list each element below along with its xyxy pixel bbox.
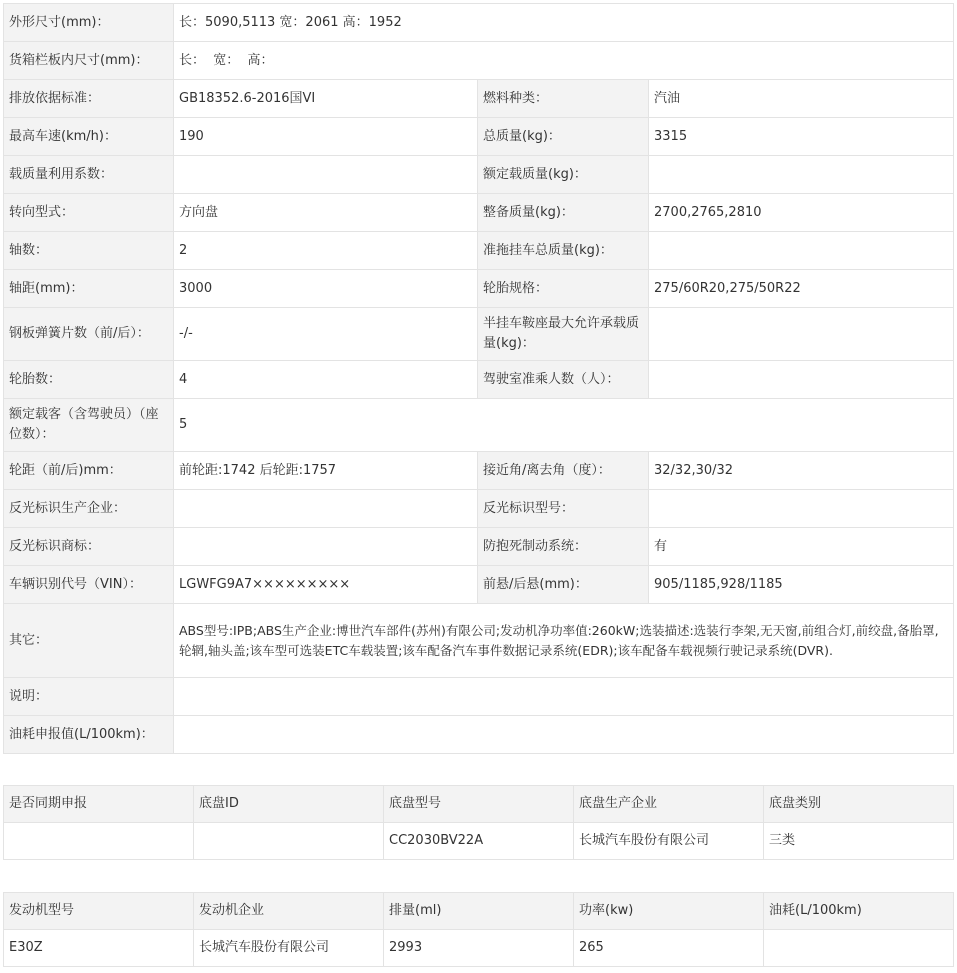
chassis-header-cell: 底盘ID <box>194 786 384 823</box>
angles-label: 接近角/离去角（度）： <box>478 452 649 490</box>
chassis-cell: 三类 <box>764 823 954 860</box>
spec-row <box>4 270 954 308</box>
engine-cell: E30Z <box>4 930 194 967</box>
chassis-header-cell: 是否同期申报 <box>4 786 194 823</box>
fuel-type-label: 燃料种类： <box>478 80 649 118</box>
emission-std-value: GB18352.6-2016国VI <box>174 80 478 118</box>
max-speed-label: 最高车速(km/h)： <box>4 118 174 156</box>
reflector-model-value <box>649 490 954 528</box>
saddle-load-value <box>649 308 954 361</box>
engine-cell: 2993 <box>384 930 574 967</box>
steering-value: 方向盘 <box>174 194 478 232</box>
spec-row-note <box>4 678 954 716</box>
max-speed-value: 190 <box>174 118 478 156</box>
reflector-maker-value <box>174 490 478 528</box>
spec-row <box>4 308 954 361</box>
fuel-consumption-label: 油耗申报值(L/100km)： <box>4 716 174 754</box>
rated-load-label: 额定载质量(kg)： <box>478 156 649 194</box>
engine-header-cell: 排量(ml) <box>384 893 574 930</box>
reflector-model-label: 反光标识型号： <box>478 490 649 528</box>
abs-value: 有 <box>649 528 954 566</box>
spec-row <box>4 80 954 118</box>
axles-value: 2 <box>174 232 478 270</box>
load-coef-value <box>174 156 478 194</box>
cab-capacity-label: 驾驶室准乘人数（人）： <box>478 361 649 399</box>
spec-row <box>4 490 954 528</box>
spec-row <box>4 156 954 194</box>
vin-value: LGWFG9A7××××××××× <box>174 566 478 604</box>
trailer-mass-value <box>649 232 954 270</box>
chassis-cell: 长城汽车股份有限公司 <box>574 823 764 860</box>
total-mass-value: 3315 <box>649 118 954 156</box>
engine-cell <box>764 930 954 967</box>
tire-count-value: 4 <box>174 361 478 399</box>
spec-row <box>4 566 954 604</box>
track-label: 轮距（前/后)mm： <box>4 452 174 490</box>
engine-header-cell: 发动机企业 <box>194 893 384 930</box>
tire-count-label: 轮胎数： <box>4 361 174 399</box>
chassis-header-row <box>4 786 954 823</box>
engine-row <box>4 930 954 967</box>
chassis-cell <box>194 823 384 860</box>
chassis-cell: CC2030BV22A <box>384 823 574 860</box>
tire-spec-label: 轮胎规格： <box>478 270 649 308</box>
engine-header-cell: 功率(kw) <box>574 893 764 930</box>
other-label: 其它： <box>4 604 174 678</box>
note-value <box>174 678 954 716</box>
axles-label: 轴数： <box>4 232 174 270</box>
engine-header-cell: 油耗(L/100km) <box>764 893 954 930</box>
seats-label: 额定载客（含驾驶员）（座位数）： <box>4 399 174 452</box>
curb-mass-value: 2700,2765,2810 <box>649 194 954 232</box>
spec-row <box>4 452 954 490</box>
dimensions-label: 外形尺寸(mm)： <box>4 4 174 42</box>
seats-value: 5 <box>174 399 954 452</box>
vehicle-spec-table <box>3 3 954 754</box>
dimensions-value: 长：5090,5113 宽：2061 高：1952 <box>174 4 954 42</box>
chassis-header-cell: 底盘型号 <box>384 786 574 823</box>
cargo-box-value: 长： 宽： 高： <box>174 42 954 80</box>
spec-row-fuel-consumption <box>4 716 954 754</box>
leaf-springs-label: 钢板弹簧片数（前/后）： <box>4 308 174 361</box>
vin-label: 车辆识别代号（VIN）： <box>4 566 174 604</box>
spec-row <box>4 361 954 399</box>
note-label: 说明： <box>4 678 174 716</box>
reflector-brand-value <box>174 528 478 566</box>
curb-mass-label: 整备质量(kg)： <box>478 194 649 232</box>
chassis-table <box>3 785 954 860</box>
engine-header-row <box>4 893 954 930</box>
spec-row-seats <box>4 399 954 452</box>
total-mass-label: 总质量(kg)： <box>478 118 649 156</box>
load-coef-label: 载质量利用系数： <box>4 156 174 194</box>
trailer-mass-label: 准拖挂车总质量(kg)： <box>478 232 649 270</box>
overhang-value: 905/1185,928/1185 <box>649 566 954 604</box>
track-value: 前轮距:1742 后轮距:1757 <box>174 452 478 490</box>
emission-std-label: 排放依据标准： <box>4 80 174 118</box>
spec-row-dimensions <box>4 4 954 42</box>
saddle-load-label: 半挂车鞍座最大允许承载质量(kg)： <box>478 308 649 361</box>
spec-row-cargo-box <box>4 42 954 80</box>
spec-row-other <box>4 604 954 678</box>
cab-capacity-value <box>649 361 954 399</box>
wheelbase-label: 轴距(mm)： <box>4 270 174 308</box>
spec-row <box>4 118 954 156</box>
overhang-label: 前悬/后悬(mm)： <box>478 566 649 604</box>
spec-row <box>4 232 954 270</box>
other-value: ABS型号:IPB;ABS生产企业:博世汽车部件(苏州)有限公司;发动机净功率值:260kW;选装描述:选装行李架,无天窗,前组合灯,前绞盘,备胎罩,轮辋,轴头盖;该车型可选装ETC车载装置;该车配备汽车事件数据记录系统(EDR);该车配备车载视频行驶记录系统(DVR). <box>174 604 954 678</box>
abs-label: 防抱死制动系统： <box>478 528 649 566</box>
reflector-brand-label: 反光标识商标： <box>4 528 174 566</box>
angles-value: 32/32,30/32 <box>649 452 954 490</box>
chassis-header-cell: 底盘生产企业 <box>574 786 764 823</box>
engine-cell: 长城汽车股份有限公司 <box>194 930 384 967</box>
chassis-row <box>4 823 954 860</box>
tire-spec-value: 275/60R20,275/50R22 <box>649 270 954 308</box>
spec-row <box>4 194 954 232</box>
rated-load-value <box>649 156 954 194</box>
chassis-header-cell: 底盘类别 <box>764 786 954 823</box>
engine-cell: 265 <box>574 930 764 967</box>
wheelbase-value: 3000 <box>174 270 478 308</box>
fuel-consumption-value <box>174 716 954 754</box>
fuel-type-value: 汽油 <box>649 80 954 118</box>
reflector-maker-label: 反光标识生产企业： <box>4 490 174 528</box>
engine-header-cell: 发动机型号 <box>4 893 194 930</box>
spec-row <box>4 528 954 566</box>
engine-table <box>3 892 954 967</box>
chassis-cell <box>4 823 194 860</box>
leaf-springs-value: -/- <box>174 308 478 361</box>
cargo-box-label: 货箱栏板内尺寸(mm)： <box>4 42 174 80</box>
steering-label: 转向型式： <box>4 194 174 232</box>
